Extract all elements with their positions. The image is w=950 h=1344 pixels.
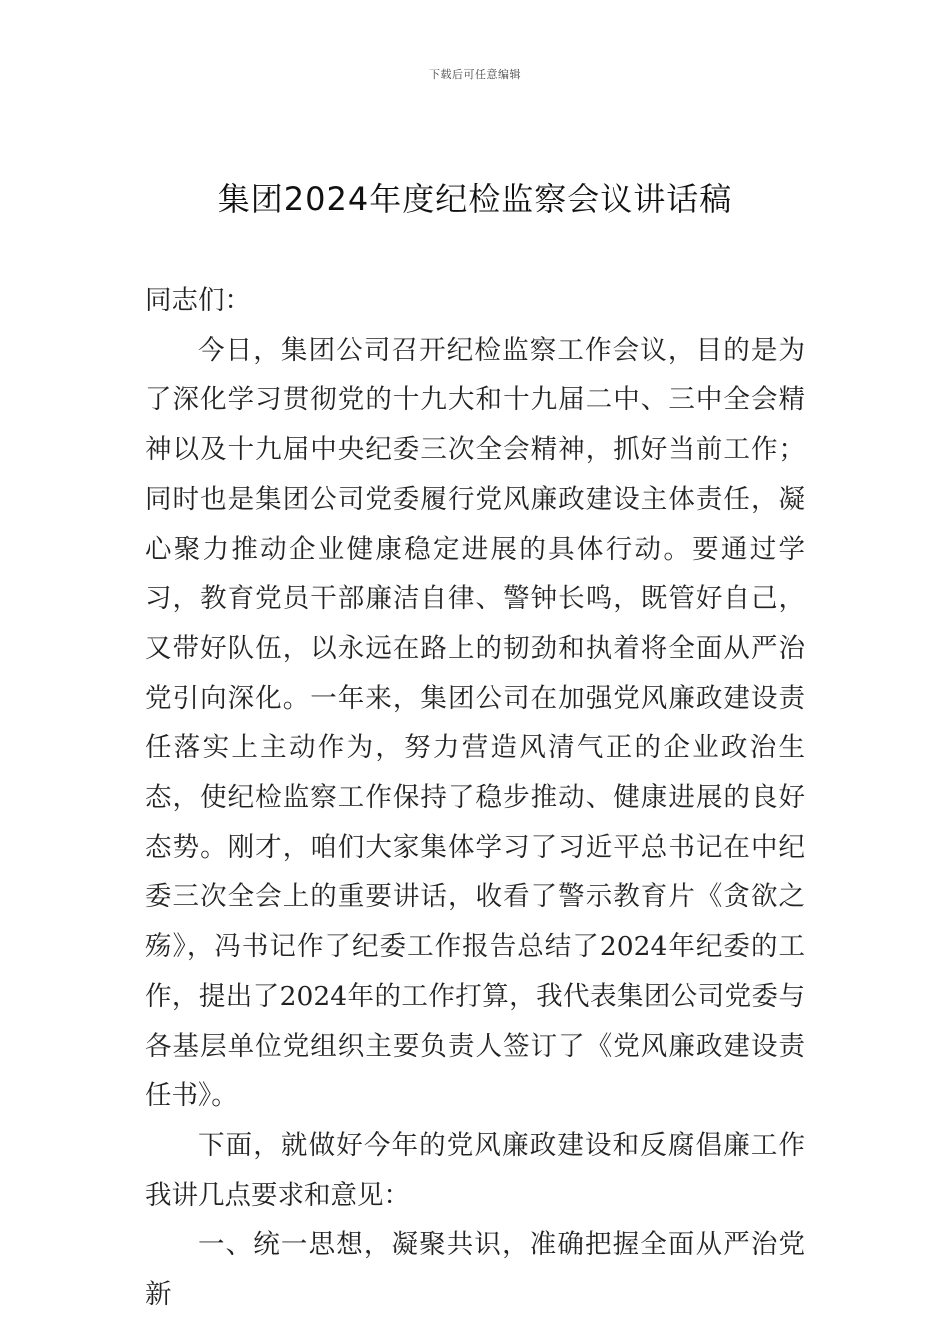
body-paragraph-1: 今日，集团公司召开纪检监察工作会议，目的是为了深化学习贯彻党的十九大和十九届二中、三中全会精神以及十九届中央纪委三次全会精神，抓好当前工作；同时也是集团公司党委履行党风廉政建设主体责任，凝心聚力推动企业健康稳定进展的具体行动。要通过学习，教育党员干部廉洁自律、警钟长鸣，既管好自己，又带好队伍，以永远在路上的韧劲和执着将全面从严治党引向深化。一年来，集团公司在加强党风廉政建设责任落实上主动作为，努力营造风清气正的企业政治生态，使纪检监察工作保持了稳步推动、健康进展的良好态势。刚才，咱们大家集体学习了习近平总书记在中纪委三次全会上的重要讲话，收看了警示教育片《贪欲之殇》，冯书记作了纪委工作报告总结了2024年纪委的工作，提出了2024年的工作打算，我代表集团公司党委与各基层单位党组织主要负责人签订了《党风廉政建设责任书》。	[145, 334, 805, 1112]
salutation: 同志们：	[145, 285, 251, 316]
body-paragraph-3: 一、统一思想，凝聚共识，准确把握全面从严治党新	[145, 1229, 805, 1311]
document-title: 集团2024年度纪检监察会议讲话稿	[217, 180, 733, 218]
body-paragraph-2: 下面，就做好今年的党风廉政建设和反腐倡廉工作我讲几点要求和意见：	[145, 1129, 805, 1211]
document-body	[145, 276, 805, 1320]
header-note: 下载后可任意编辑	[429, 68, 521, 81]
